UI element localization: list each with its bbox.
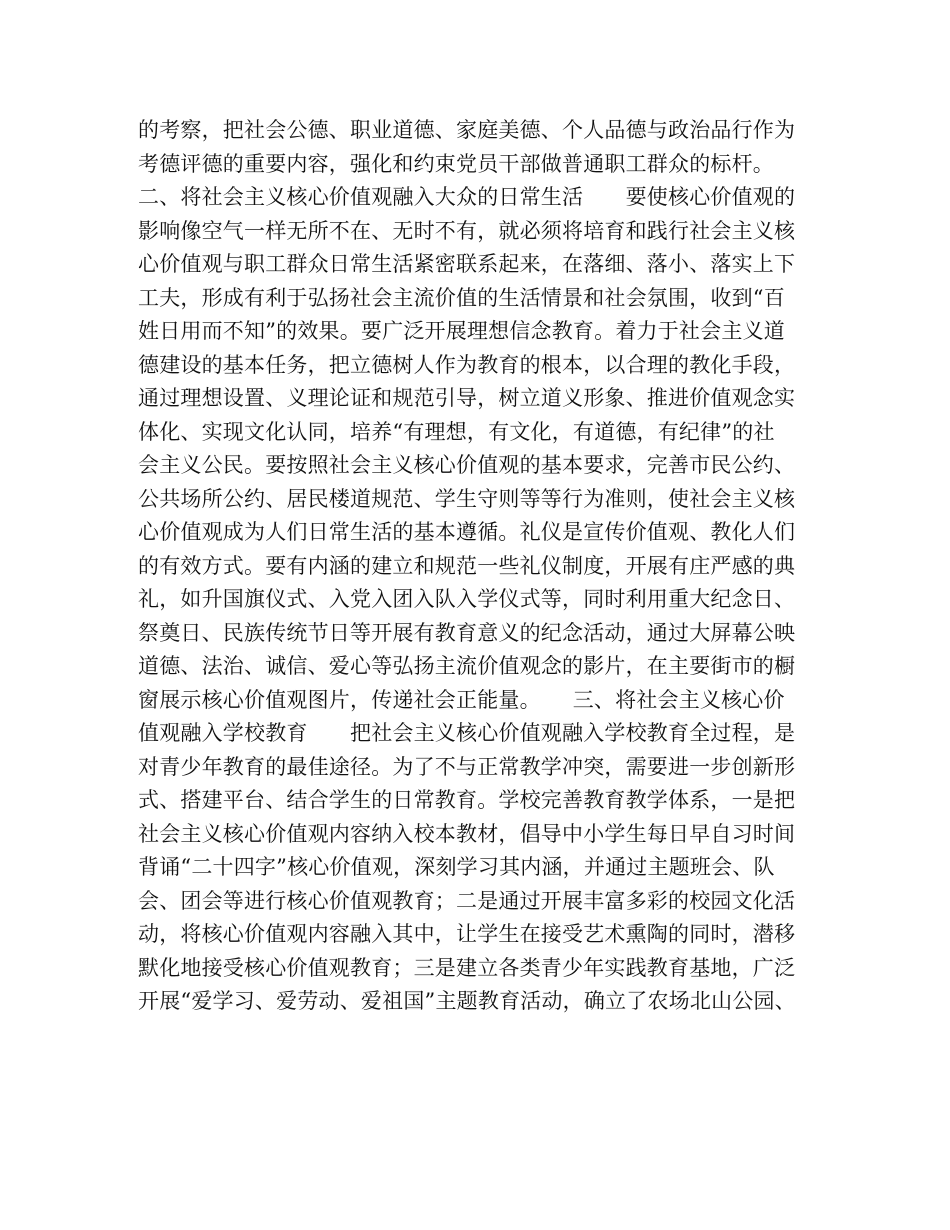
text-line: 窗展示核心价值观图片，传递社会正能量。 三、将社会主义核心价 [138, 687, 785, 712]
text-line: 道德、法治、诚信、爱心等弘扬主流价值观念的影片，在主要街市的橱 [138, 654, 796, 678]
text-line: 体化、实现文化认同，培养“有理想，有文化，有道德，有纪律”的社 [138, 419, 775, 444]
text-line: 的有效方式。要有内涵的建立和规范一些礼仪制度，开展有庄严感的典 [138, 553, 796, 578]
text-line: 值观融入学校教育 把社会主义核心价值观融入学校教育全过程，是 [138, 721, 796, 745]
text-line: 动，将核心价值观内容融入其中，让学生在接受艺术熏陶的同时，潜移 [138, 922, 796, 946]
text-line: 的考察，把社会公德、职业道德、家庭美德、个人品德与政治品行作为 [138, 118, 796, 142]
text-line: 祭奠日、民族传统节日等开展有教育意义的纪念活动，通过大屏幕公映 [138, 620, 796, 645]
text-line: 默化地接受核心价值观教育；三是建立各类青少年实践教育基地，广泛 [138, 955, 796, 980]
text-line: 心价值观与职工群众日常生活紧密联系起来，在落细、落小、落实上下 [138, 252, 796, 276]
text-line: 通过理想设置、义理论证和规范引导，树立道义形象、推进价值观念实 [138, 386, 796, 410]
text-line: 二、将社会主义核心价值观融入大众的日常生活 要使核心价值观的 [138, 185, 796, 209]
text-line: 公共场所公约、居民楼道规范、学生守则等等行为准则，使社会主义核 [138, 486, 796, 511]
text-line: 社会主义核心价值观内容纳入校本教材，倡导中小学生每日早自习时间 [138, 821, 796, 846]
text-line: 心价值观成为人们日常生活的基本遵循。礼仪是宣传价值观、教化人们 [138, 520, 796, 544]
text-line: 式、搭建平台、结合学生的日常教育。学校完善教育教学体系，一是把 [138, 788, 796, 812]
body-text [138, 114, 838, 1019]
text-line: 会主义公民。要按照社会主义核心价值观的基本要求，完善市民公约、 [138, 453, 796, 477]
text-line: 礼，如升国旗仪式、入党入团入队入学仪式等，同时利用重大纪念日、 [138, 587, 796, 611]
text-line: 背诵“二十四字”核心价值观，深刻学习其内涵，并通过主题班会、队 [138, 855, 775, 879]
text-line: 考德评德的重要内容，强化和约束党员干部做普通职工群众的标杆。 [138, 151, 774, 176]
text-line: 对青少年教育的最佳途径。为了不与正常教学冲突，需要进一步创新形 [138, 754, 796, 779]
text-line: 姓日用而不知”的效果。要广泛开展理想信念教育。着力于社会主义道 [138, 319, 785, 343]
text-line: 工夫，形成有利于弘扬社会主流价值的生活情景和社会氛围，收到“百 [138, 285, 785, 310]
text-line: 开展“爱学习、爱劳动、爱祖国”主题教育活动，确立了农场北山公园、 [138, 989, 796, 1013]
text-line: 会、团会等进行核心价值观教育；二是通过开展丰富多彩的校园文化活 [138, 888, 796, 913]
text-line: 德建设的基本任务，把立德树人作为教育的根本，以合理的教化手段， [138, 352, 796, 377]
text-line: 影响像空气一样无所不在、无时不有，就必须将培育和践行社会主义核 [138, 218, 796, 243]
